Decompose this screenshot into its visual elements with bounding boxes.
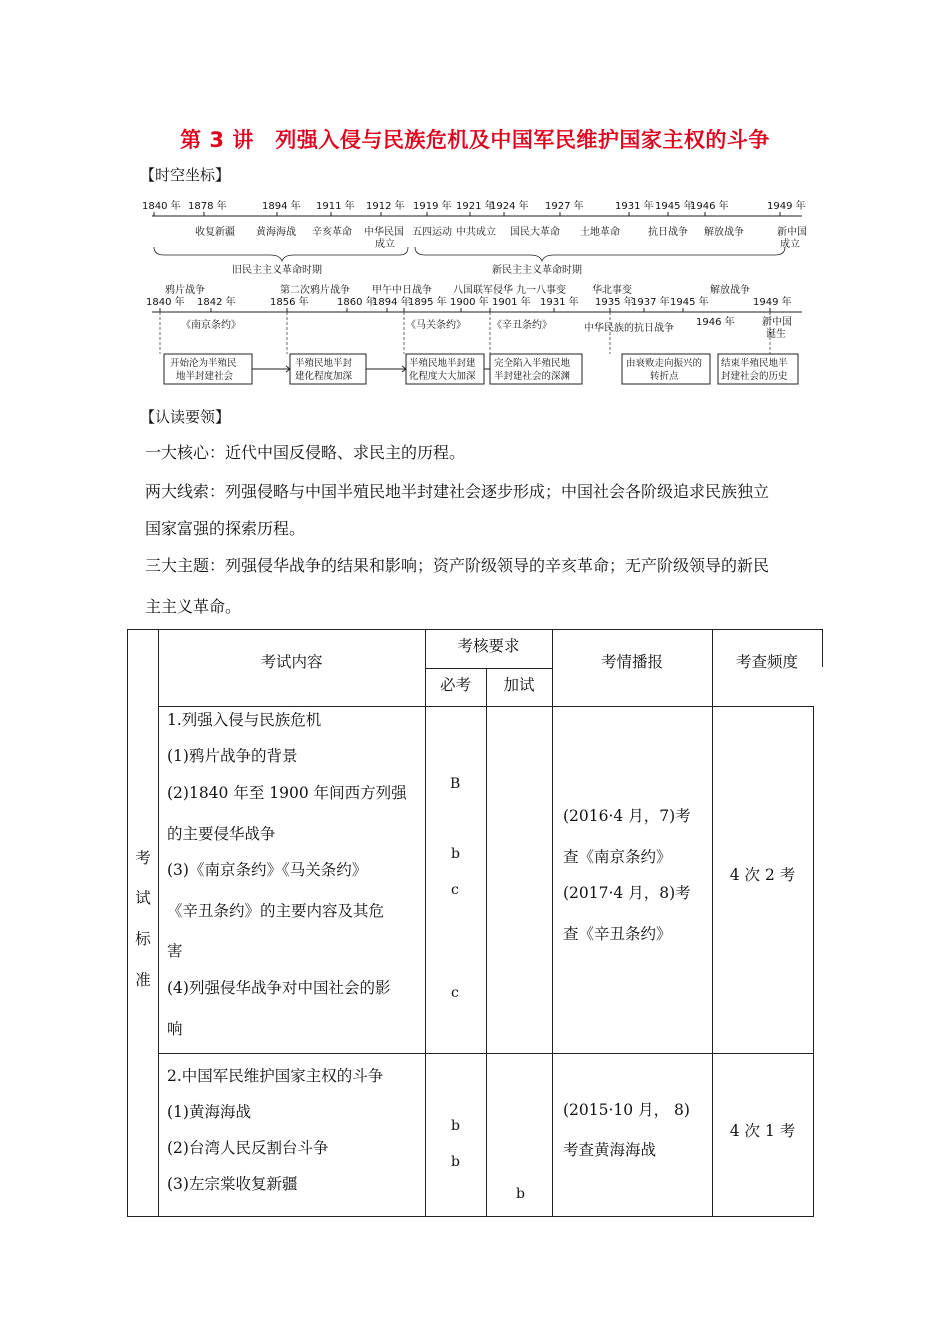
tl2-box-line: 结束半殖民地半 xyxy=(721,358,788,369)
section-reading-heading: 【认读要领】 xyxy=(140,408,231,426)
tl2-year: 1895 年 xyxy=(408,297,447,308)
tl2-box-line: 半殖民地半封 xyxy=(295,358,353,369)
tl2-top-event: 第二次鸦片战争 xyxy=(280,285,350,296)
row2-content-line: (3)左宗棠收复新疆 xyxy=(167,1175,298,1193)
tl2-box-line: 化程度大大加深 xyxy=(409,371,476,382)
tl2-year: 1949 年 xyxy=(753,297,792,308)
tl1-event: 收复新疆 xyxy=(195,227,235,238)
page-title: 第 3 讲 列强入侵与民族危机及中国军民维护国家主权的斗争 xyxy=(180,128,770,152)
tl2-year: 1856 年 xyxy=(270,297,309,308)
tl2-box-line: 开始沦为半殖民 xyxy=(170,358,237,369)
row1-content-line: 害 xyxy=(167,942,183,960)
tl1-period: 新民主主义革命时期 xyxy=(492,265,582,276)
tl2-top-event: 华北事变 xyxy=(592,285,632,296)
header-must: 必考 xyxy=(439,676,471,694)
tl2-year: 1840 年 xyxy=(146,297,185,308)
row1-must-value: B xyxy=(450,776,461,792)
row1-content-line: (1)鸦片战争的背景 xyxy=(167,747,298,765)
tl1-year: 1949 年 xyxy=(767,201,806,212)
tl1-year: 1840 年 xyxy=(142,201,181,212)
tl1-year: 1931 年 xyxy=(615,201,654,212)
header-content: 考试内容 xyxy=(260,653,323,671)
side-label-char: 标 xyxy=(135,930,151,948)
row2-report-line: (2015·10 月， 8) xyxy=(563,1101,690,1119)
row1-content-line: 的主要侵华战争 xyxy=(167,825,276,843)
tl2-year: 1901 年 xyxy=(492,297,531,308)
tl2-year: 1860 年 xyxy=(337,297,376,308)
tl1-year: 1878 年 xyxy=(188,201,227,212)
tl1-event: 中共成立 xyxy=(456,227,496,238)
tl2-top-event: 甲午中日战争 xyxy=(372,285,432,296)
row2-frequency: 4 次 1 考 xyxy=(729,1122,796,1140)
tl1-year: 1946 年 xyxy=(690,201,729,212)
tl1-year: 1912 年 xyxy=(366,201,405,212)
tl1-event: 国民大革命 xyxy=(510,227,560,238)
tl2-year: 1935 年 xyxy=(595,297,634,308)
tl2-below: 1946 年 xyxy=(696,317,735,328)
tl2-year: 1937 年 xyxy=(631,297,670,308)
tl2-below: 诞生 xyxy=(766,329,786,340)
tl1-event: 黄海海战 xyxy=(256,227,296,238)
tl2-year: 1894 年 xyxy=(372,297,411,308)
row1-must-value: c xyxy=(451,882,459,898)
tl1-year: 1911 年 xyxy=(316,201,355,212)
tl1-event: 新中国 xyxy=(777,227,807,238)
tl1-year: 1924 年 xyxy=(490,201,529,212)
tl2-treaty: 《辛丑条约》 xyxy=(492,320,552,331)
row1-report-line: 查《辛丑条约》 xyxy=(563,925,672,943)
row1-content-line: (4)列强侵华战争对中国社会的影 xyxy=(167,979,391,997)
tl2-box-line: 半殖民地半封建 xyxy=(409,358,476,369)
tl1-event: 解放战争 xyxy=(704,227,744,238)
reading-themes-line2: 主主义革命。 xyxy=(145,597,242,616)
tl2-below: 新中国 xyxy=(762,317,792,328)
tl1-year: 1927 年 xyxy=(545,201,584,212)
row2-must-value: b xyxy=(451,1118,460,1134)
header-report: 考情播报 xyxy=(600,653,663,671)
tl2-top-event: 解放战争 xyxy=(710,285,750,296)
row2-content-line: (2)台湾人民反割台斗争 xyxy=(167,1139,329,1157)
tl2-year: 1842 年 xyxy=(197,297,236,308)
tl1-period: 旧民主主义革命时期 xyxy=(232,265,322,276)
reading-core: 一大核心：近代中国反侵略、求民主的历程。 xyxy=(145,443,466,462)
reading-threads-line2: 国家富强的探索历程。 xyxy=(145,519,306,538)
row1-content-line: (2)1840 年至 1900 年间西方列强 xyxy=(167,784,407,802)
row2-content-line: 2.中国军民维护国家主权的斗争 xyxy=(167,1067,384,1085)
tl2-box-line: 建化程度加深 xyxy=(295,371,353,382)
row2-report-line: 考查黄海海战 xyxy=(563,1141,657,1159)
side-label-char: 考 xyxy=(135,849,151,867)
tl1-year: 1894 年 xyxy=(262,201,301,212)
tl2-year: 1931 年 xyxy=(540,297,579,308)
row2-content-line: (1)黄海海战 xyxy=(167,1103,251,1121)
row1-report-line: 查《南京条约》 xyxy=(563,848,672,866)
side-label-char: 试 xyxy=(135,889,151,907)
row1-content-line: (3)《南京条约》《马关条约》 xyxy=(167,861,368,879)
row2-extra-value: b xyxy=(516,1186,525,1202)
row1-must-value: b xyxy=(451,846,460,862)
tl2-below: 中华民族的抗日战争 xyxy=(584,323,674,334)
tl2-box-line: 半封建社会的深渊 xyxy=(494,371,571,382)
tl1-year: 1919 年 xyxy=(413,201,452,212)
tl2-year: 1900 年 xyxy=(450,297,489,308)
tl1-event: 五四运动 xyxy=(412,227,452,238)
tl1-event: 抗日战争 xyxy=(648,227,688,238)
tl2-treaty: 《南京条约》 xyxy=(181,320,241,331)
row1-content-line: 1.列强入侵与民族危机 xyxy=(167,711,322,729)
tl2-year: 1945 年 xyxy=(670,297,709,308)
row1-content-line: 《辛丑条约》的主要内容及其危 xyxy=(167,902,385,920)
tl2-box-line: 地半封建社会 xyxy=(176,371,234,382)
row1-must-value: c xyxy=(451,985,459,1001)
tl1-event: 中华民国 xyxy=(364,227,404,238)
side-label-char: 准 xyxy=(135,971,151,989)
header-frequency: 考查频度 xyxy=(735,653,798,671)
tl2-box-line: 完全陷入半殖民地 xyxy=(494,358,571,369)
tl2-box-line: 转折点 xyxy=(650,371,679,382)
tl2-treaty: 《马关条约》 xyxy=(406,320,466,331)
tl2-top-event: 鸦片战争 xyxy=(165,285,205,296)
row1-report-line: (2017·4 月，8)考 xyxy=(563,884,691,902)
row1-content-line: 响 xyxy=(167,1020,183,1038)
tl1-event: 辛亥革命 xyxy=(312,227,352,238)
section-timeline-heading: 【时空坐标】 xyxy=(140,166,231,184)
reading-themes-line1: 三大主题：列强侵华战争的结果和影响；资产阶级领导的辛亥革命；无产阶级领导的新民 xyxy=(145,556,770,575)
tl2-top-event: 九一八事变 xyxy=(516,285,566,296)
tl1-year: 1921 年 xyxy=(456,201,495,212)
tl1-event: 成立 xyxy=(780,239,800,250)
tl2-box-line: 封建社会的历史 xyxy=(721,371,788,382)
row1-report-line: (2016·4 月，7)考 xyxy=(563,807,691,825)
tl1-year: 1945 年 xyxy=(655,201,694,212)
tl1-event: 成立 xyxy=(375,239,395,250)
header-extra: 加试 xyxy=(503,676,535,694)
tl1-event: 土地革命 xyxy=(580,227,620,238)
row2-must-value: b xyxy=(451,1154,460,1170)
header-requirement: 考核要求 xyxy=(457,637,520,655)
tl2-top-event: 八国联军侵华 xyxy=(453,285,513,296)
row1-frequency: 4 次 2 考 xyxy=(729,866,796,884)
tl2-box-line: 由衰败走向振兴的 xyxy=(626,358,703,369)
reading-threads-line1: 两大线索：列强侵略与中国半殖民地半封建社会逐步形成；中国社会各阶级追求民族独立 xyxy=(145,482,770,501)
